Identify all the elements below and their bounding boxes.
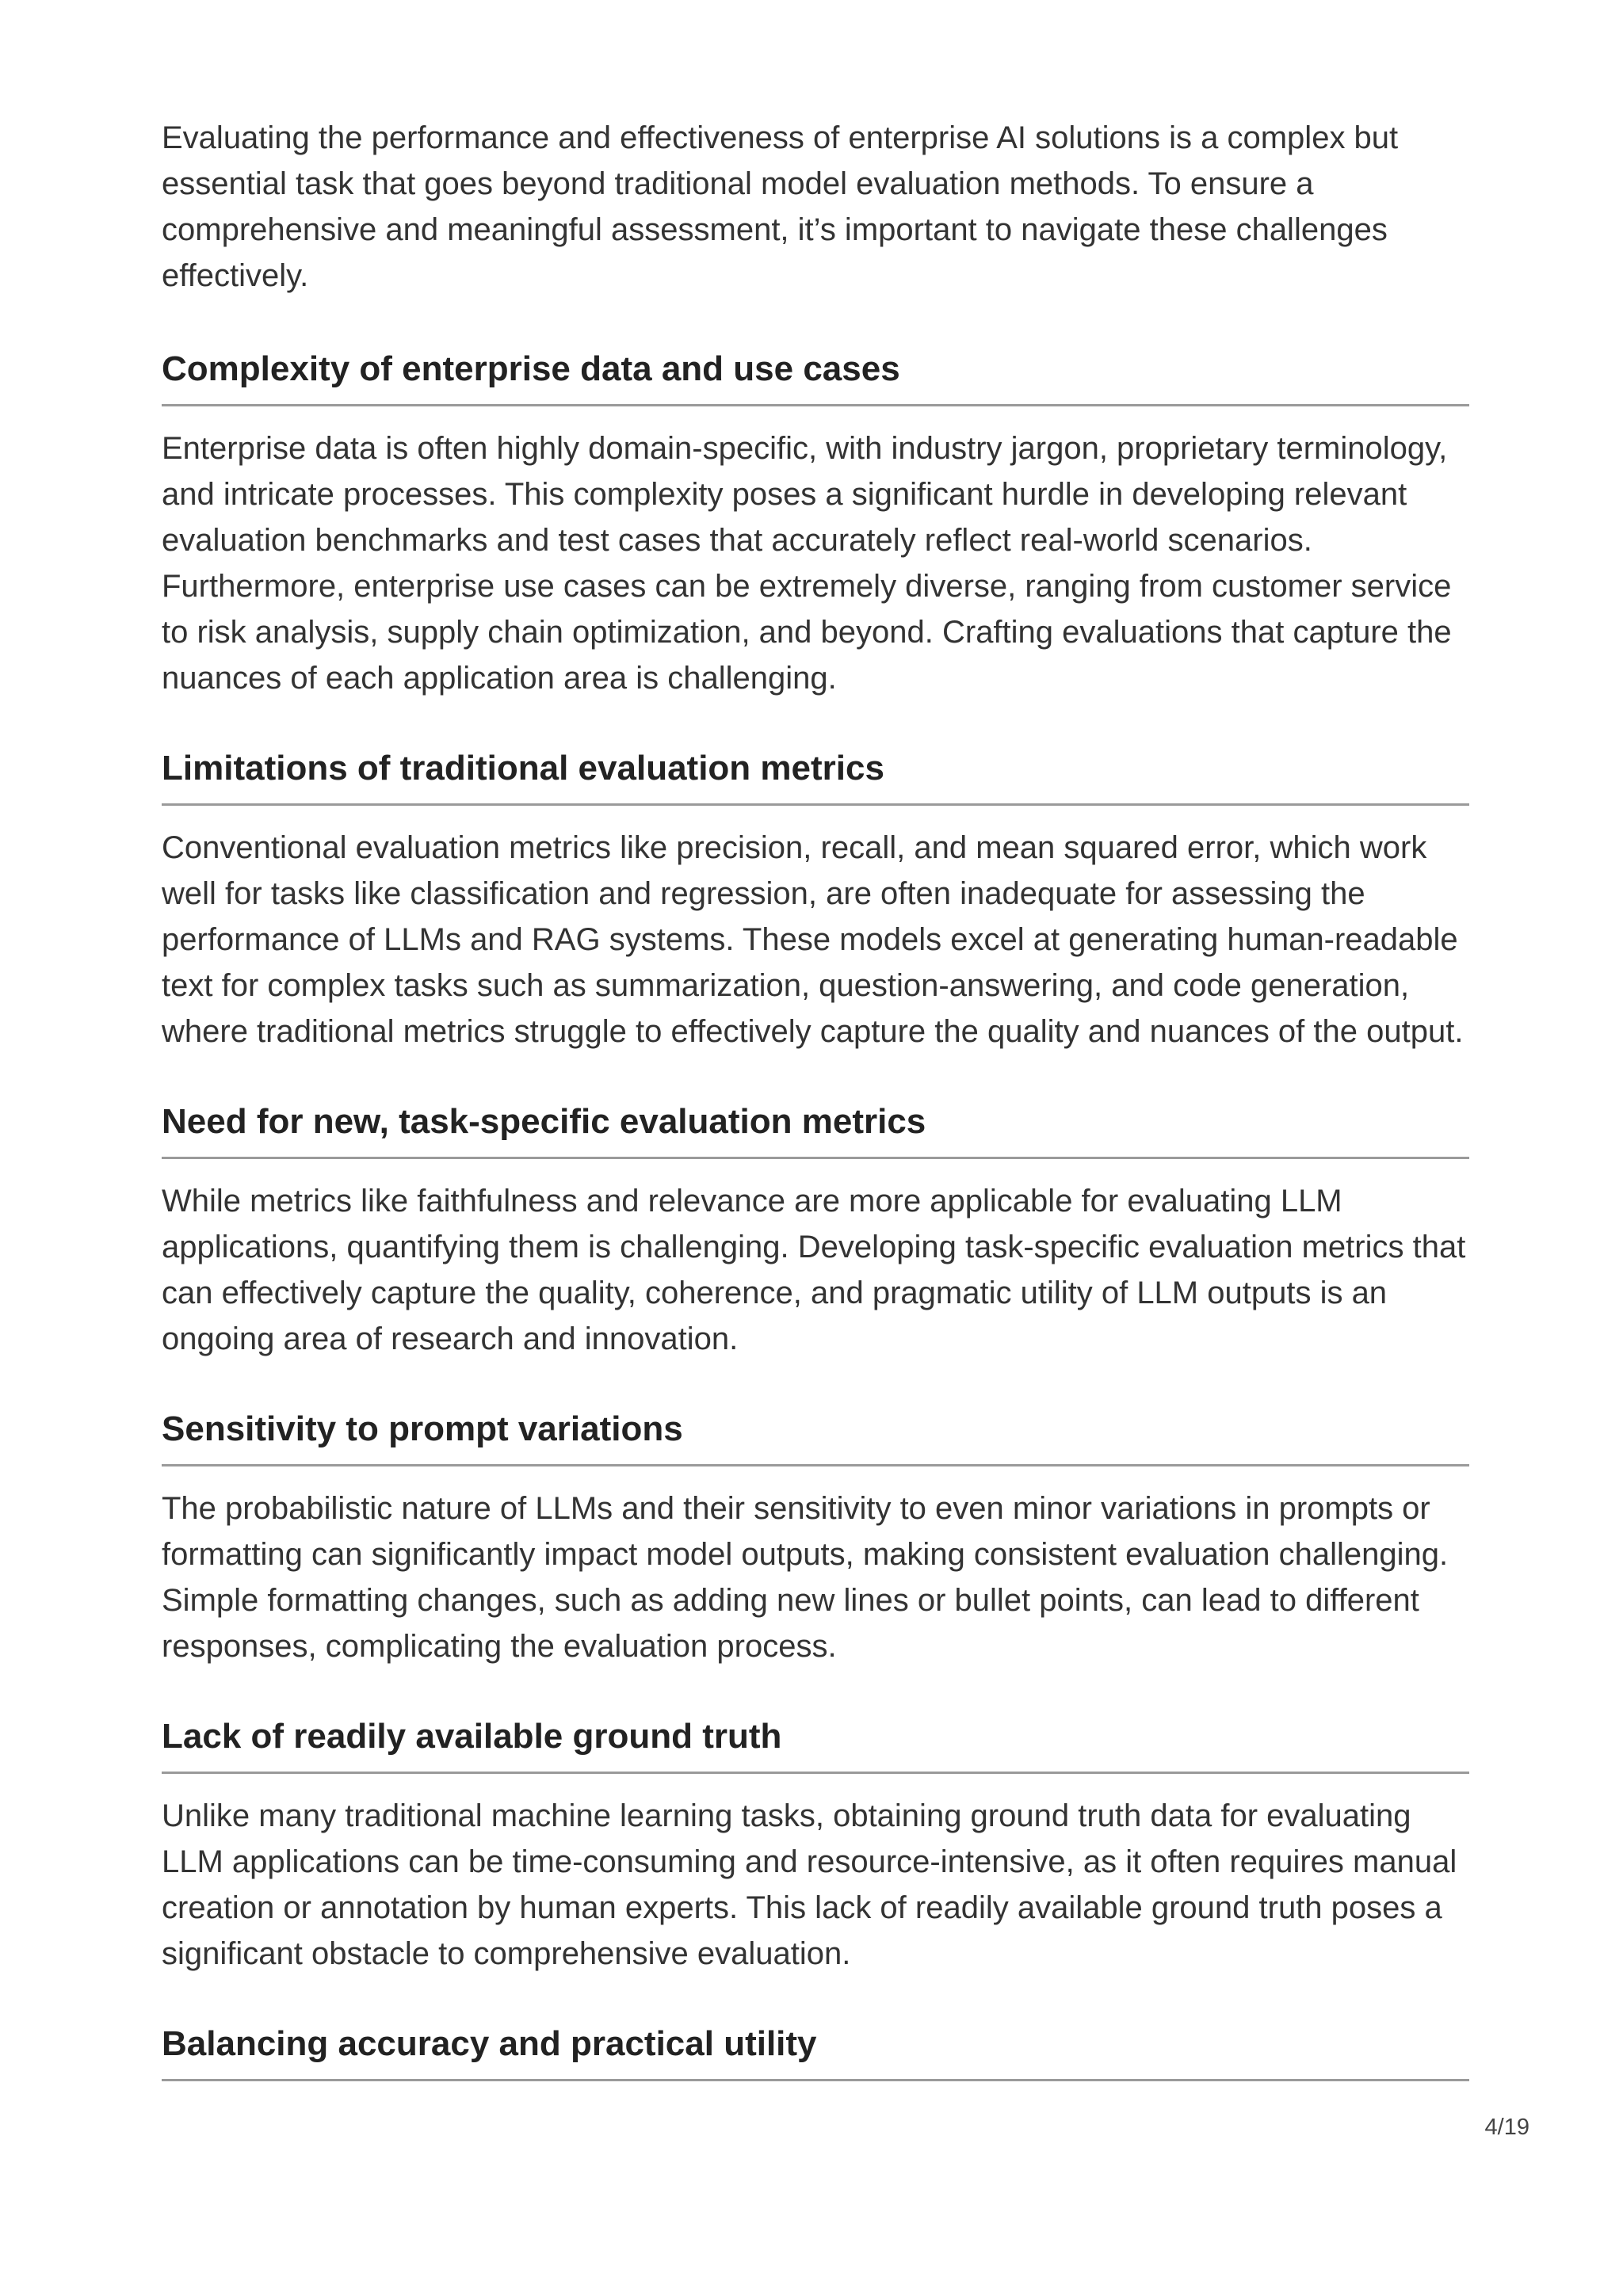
section-heading-complexity: Complexity of enterprise data and use cases <box>162 347 1469 406</box>
section-body-ground-truth: Unlike many traditional machine learning tasks, obtaining ground truth data for evaluating LLM applications can be time-consuming and resource-intensive, as it often requires manual creation or annotation by human experts. This lack of readily available ground truth poses a significant obstacle to comprehensive evaluation. <box>162 1798 1457 1971</box>
article-content <box>162 115 1469 2100</box>
intro-paragraph: Evaluating the performance and effectiveness of enterprise AI solutions is a complex but essential task that goes beyond traditional model evaluation methods. To ensure a comprehensive and meaningful assessment, it’s important to navigate these challenges effectively. <box>162 120 1399 293</box>
section-heading-balancing: Balancing accuracy and practical utility <box>162 2022 1469 2081</box>
section-body-new-metrics: While metrics like faithfulness and relevance are more applicable for evaluating LLM applications, quantifying them is challenging. Developing task-specific evaluation metrics that can effectively capture the quality, coherence, and pragmatic utility of LLM outputs is an ongoing area of research and innovation. <box>162 1184 1466 1356</box>
section-heading-limitations: Limitations of traditional evaluation metrics <box>162 746 1469 806</box>
section-body-prompt-sensitivity: The probabilistic nature of LLMs and their sensitivity to even minor variations in prompts or formatting can significantly impact model outputs, making consistent evaluation challenging. Simple formatting changes, such as adding new lines or bullet points, can lead to different responses, complicating the evaluation process. <box>162 1491 1449 1664</box>
page-number: 4/19 <box>1484 2115 1529 2140</box>
section-heading-new-metrics: Need for new, task-specific evaluation metrics <box>162 1100 1469 1159</box>
section-body-complexity: Enterprise data is often highly domain-specific, with industry jargon, proprietary terminology, and intricate processes. This complexity poses a significant hurdle in developing relevant evaluation benchmarks and test cases that accurately reflect real-world scenarios. Furthermore, enterprise use cases can be extremely diverse, ranging from customer service to risk analysis, supply chain optimization, and beyond. Crafting evaluations that capture the nuances of each application area is challenging. <box>162 431 1452 696</box>
section-heading-prompt-sensitivity: Sensitivity to prompt variations <box>162 1407 1469 1466</box>
section-body-limitations: Conventional evaluation metrics like precision, recall, and mean squared error, which work well for tasks like classification and regression, are often inadequate for assessing the performance of LLMs and RAG systems. These models excel at generating human-readable text for complex tasks such as summarization, question-answering, and code generation, where traditional metrics struggle to effectively capture the quality and nuances of the output. <box>162 830 1464 1049</box>
section-heading-ground-truth: Lack of readily available ground truth <box>162 1714 1469 1774</box>
